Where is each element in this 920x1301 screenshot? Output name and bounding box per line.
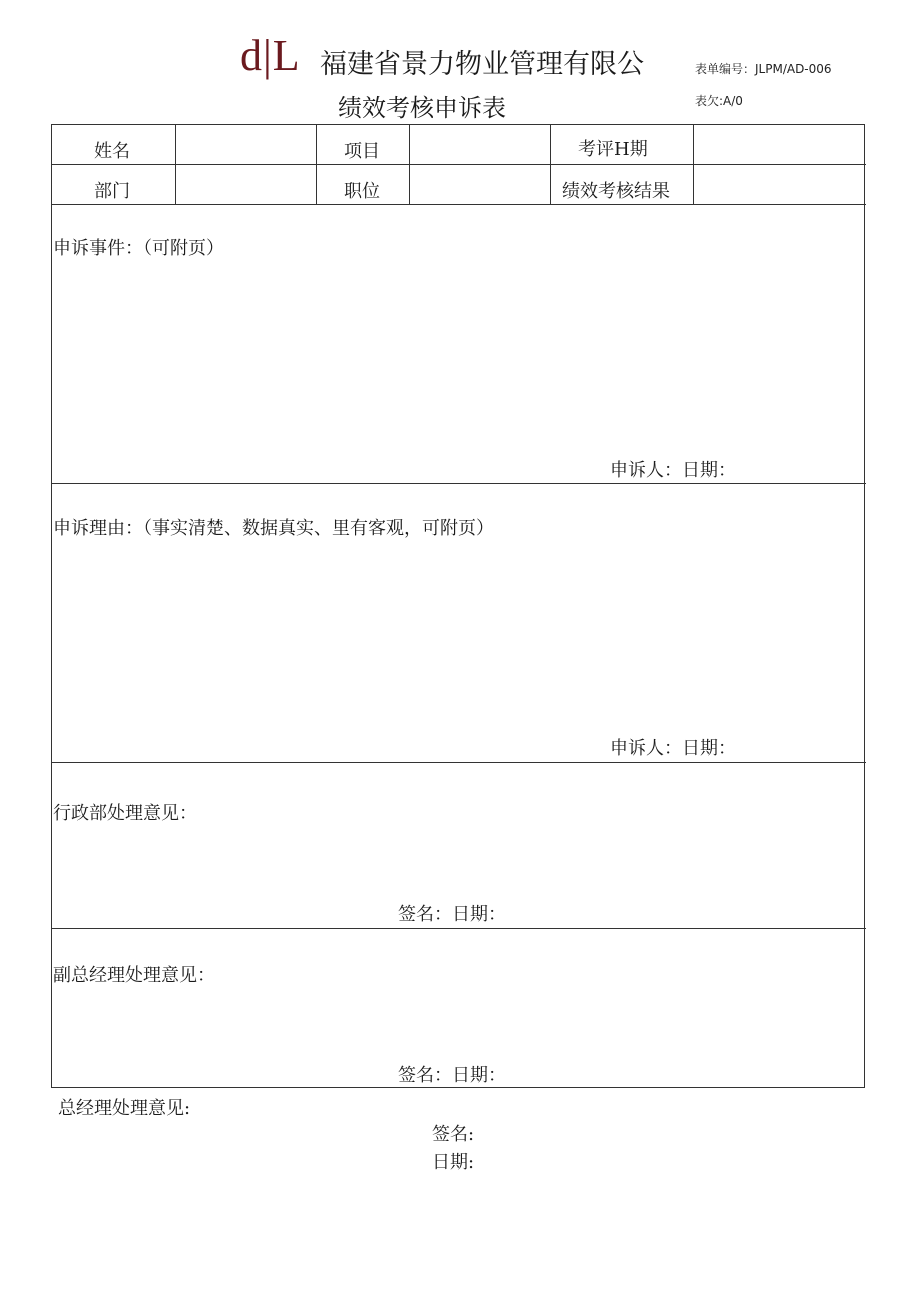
appeal-reason-signature: 申诉人：日期： (610, 738, 736, 759)
column-divider (175, 124, 176, 205)
column-divider (550, 124, 551, 205)
review-date-label: 考评H期 (578, 139, 648, 160)
company-logo: d|L (240, 31, 301, 80)
admin-opinion-signature: 签名：日期： (398, 904, 506, 925)
project-label: 项目 (344, 141, 380, 162)
position-label: 职位 (344, 181, 380, 202)
column-divider (409, 124, 410, 205)
appeal-event-heading: 申诉事件：（可附页） (53, 238, 224, 259)
row-divider (51, 164, 866, 165)
admin-opinion-heading: 行政部处理意见： (53, 803, 197, 824)
appeal-reason-heading: 申诉理由：（事实清楚、数据真实、里有客观，可附页） (53, 518, 494, 539)
form-code: 表单编号：JLPM/AD-006 (695, 62, 832, 76)
gm-date-label: 日期: (432, 1152, 475, 1173)
department-label: 部门 (94, 181, 130, 202)
column-divider (693, 124, 694, 205)
name-label: 姓名 (94, 141, 130, 162)
result-label: 绩效考核结果 (562, 181, 670, 202)
gm-signature-label: 签名: (432, 1124, 475, 1145)
appeal-event-signature: 申诉人：日期： (610, 460, 736, 481)
deputy-gm-opinion-heading: 副总经理处理意见： (53, 965, 215, 986)
column-divider (316, 124, 317, 205)
gm-opinion-label: 总经理处理意见: (58, 1098, 191, 1119)
form-revision: 表欠:A/0 (695, 94, 743, 108)
deputy-gm-opinion-signature: 签名：日期： (398, 1065, 506, 1086)
company-name: 福建省景力物业管理有限公 (320, 49, 644, 80)
form-title: 绩效考核申诉表 (338, 94, 506, 122)
